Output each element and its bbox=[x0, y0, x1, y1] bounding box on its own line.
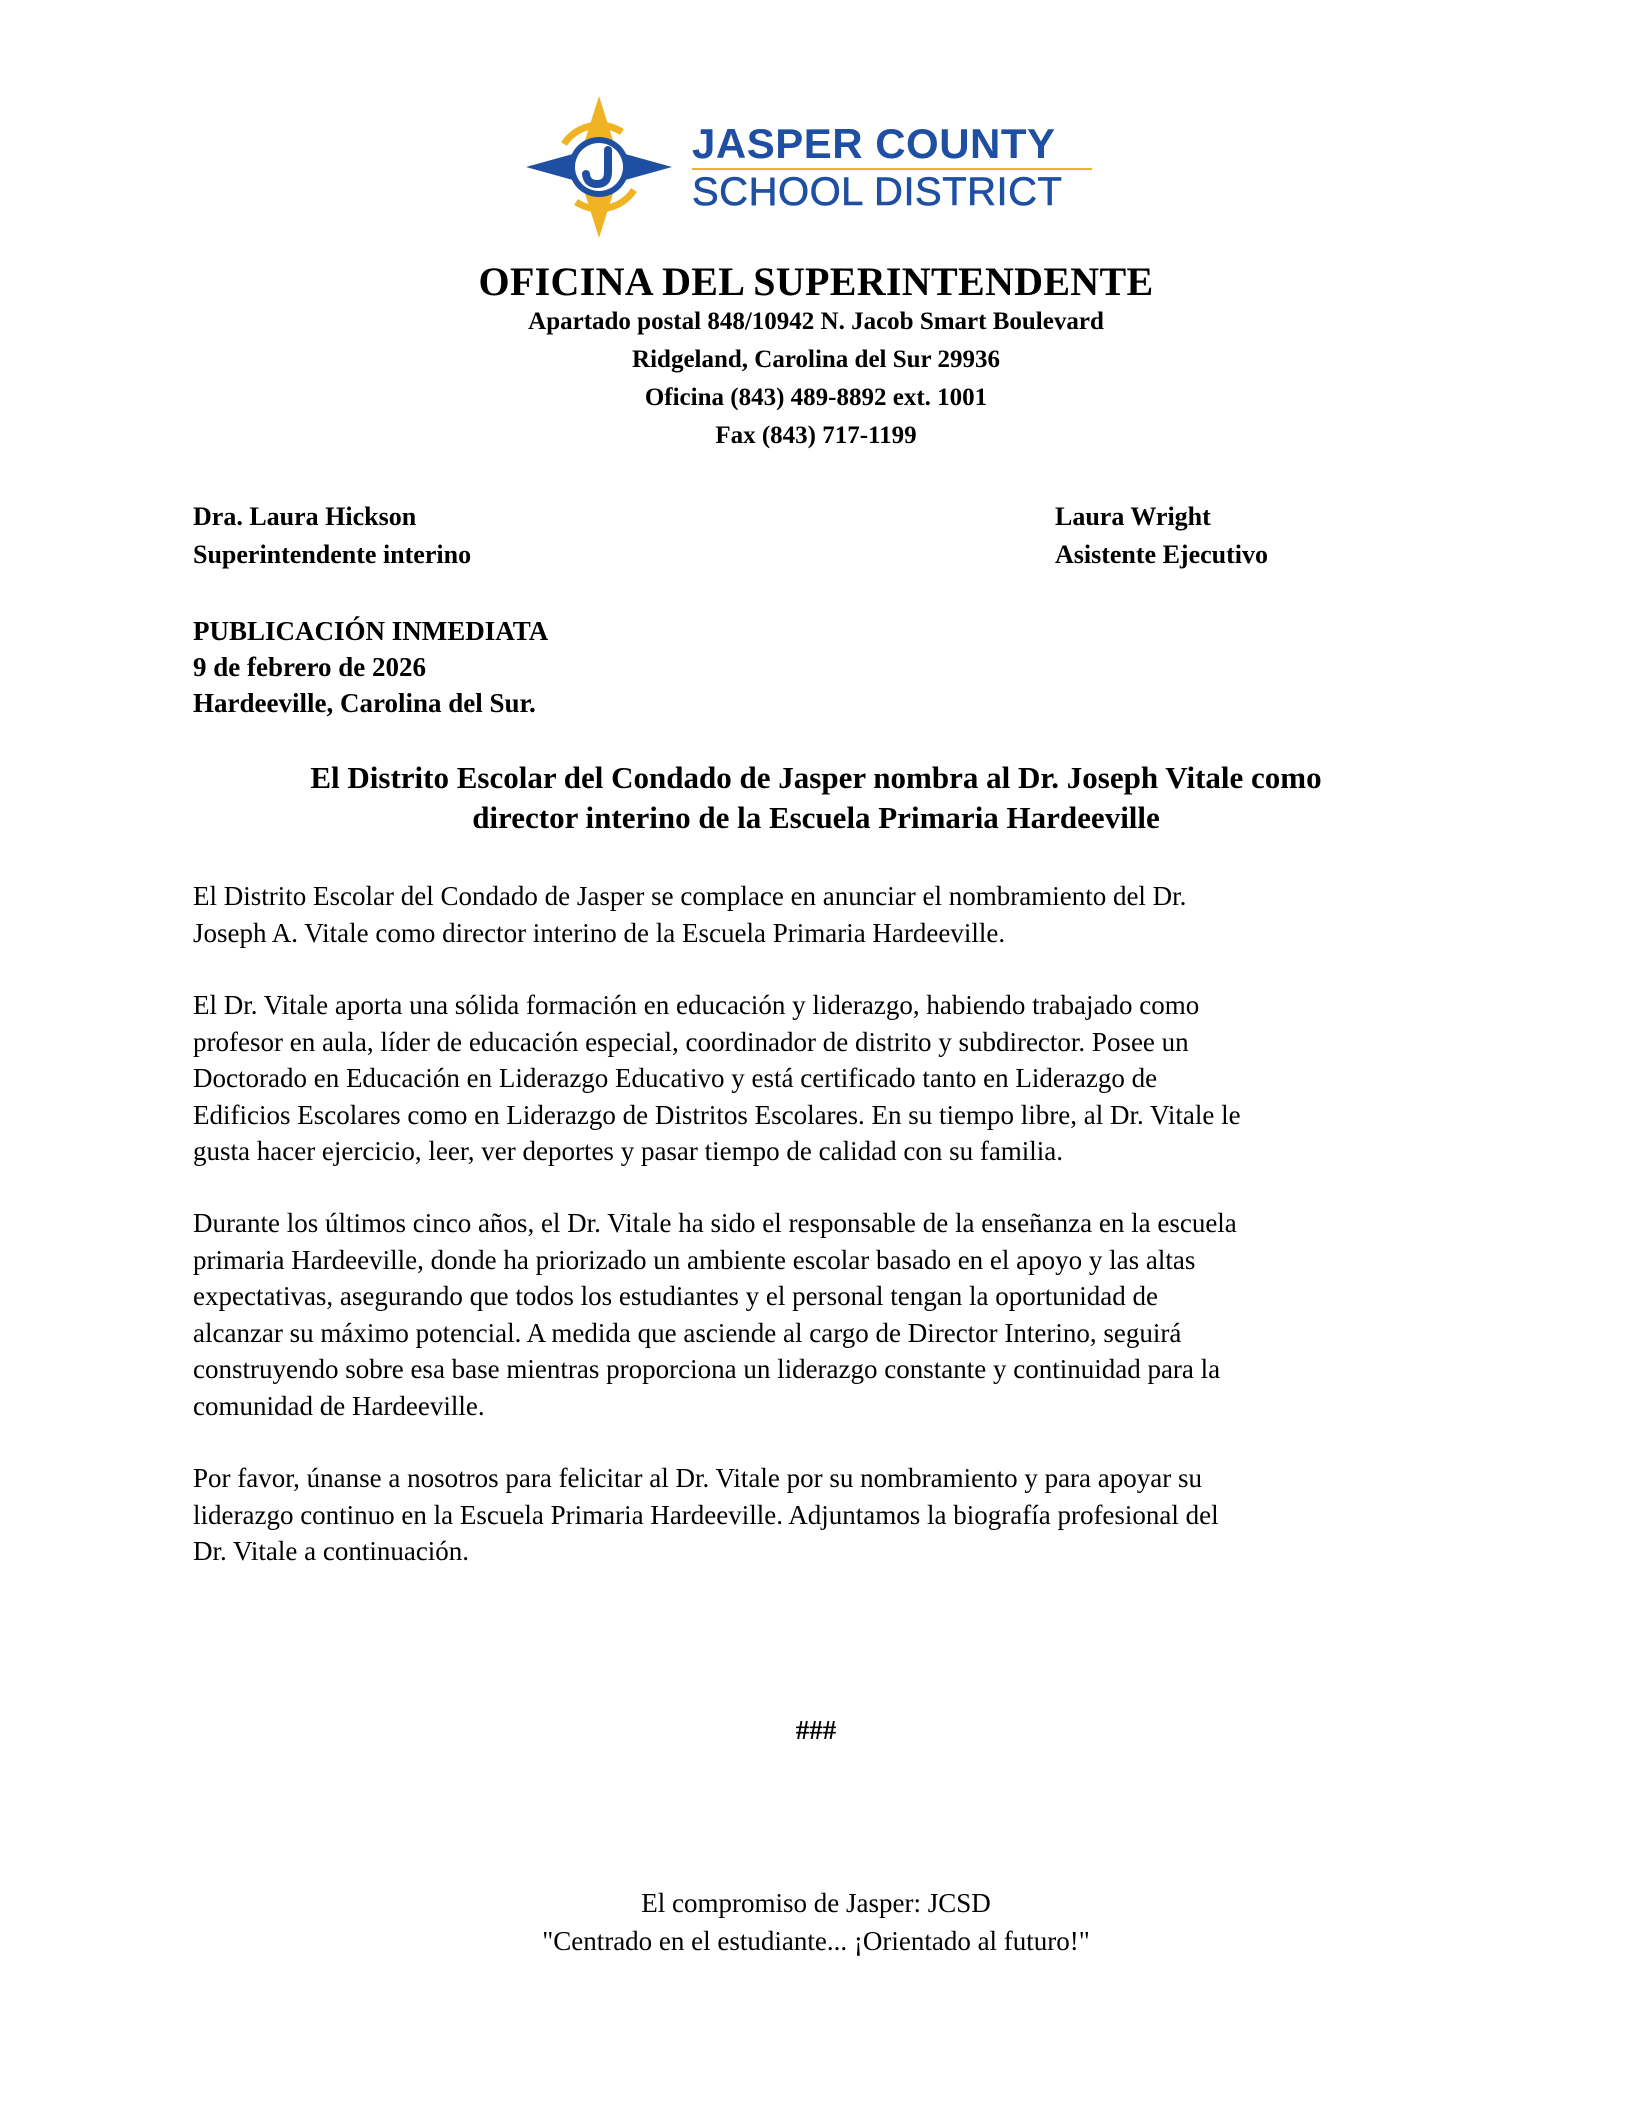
district-logo bbox=[520, 92, 1090, 242]
text-line: expectativas, asegurando que todos los estudiantes y el personal tengan la oportunidad de bbox=[193, 1281, 1158, 1311]
paragraph-3 bbox=[193, 1205, 1448, 1424]
text-line: liderazgo continuo en la Escuela Primaria Hardeeville. Adjuntamos la biografía profesional del bbox=[193, 1499, 1219, 1530]
fax-line: Fax (843) 717-1199 bbox=[715, 422, 917, 449]
text-line: alcanzar su máximo potencial. A medida que asciende al cargo de Director Interino, seguirá bbox=[193, 1317, 1182, 1348]
headline bbox=[180, 758, 1452, 838]
text-line: comunidad de Hardeeville. bbox=[193, 1390, 485, 1421]
logo-line-1: JASPER COUNTY bbox=[692, 120, 1056, 167]
address-line: Ridgeland, Carolina del Sur 29936 bbox=[632, 346, 1000, 373]
text-line: Doctorado en Educación en Liderazgo Educativo y está certificado tanto en Liderazgo de bbox=[193, 1063, 1158, 1093]
text-line: Joseph A. Vitale como director interino de la Escuela Primaria Hardeeville. bbox=[193, 917, 1006, 948]
text-line: gusta hacer ejercicio, leer, ver deportes y pasar tiempo de calidad con su familia. bbox=[193, 1136, 1064, 1166]
text-line: El Dr. Vitale aporta una sólida formación en educación y liderazgo, habiendo trabajado como bbox=[193, 990, 1200, 1020]
text-line: construyendo sobre esa base mientras proporciona un liderazgo constante y continuidad para la bbox=[193, 1354, 1221, 1384]
headline-line: El Distrito Escolar del Condado de Jasper nombra al Dr. Joseph Vitale como bbox=[310, 760, 1322, 795]
compass-star-j-icon bbox=[524, 92, 674, 242]
headline-line: director interino de la Escuela Primaria Hardeeville bbox=[472, 800, 1160, 835]
text-line: primaria Hardeeville, donde ha priorizado un ambiente escolar basado en el apoyo y las altas bbox=[193, 1244, 1196, 1275]
text-line: Durante los últimos cinco años, el Dr. Vitale ha sido el responsable de la enseñanza en la escuela bbox=[193, 1208, 1237, 1238]
superintendent-name: Dra. Laura Hickson bbox=[193, 502, 417, 531]
paragraph-1 bbox=[193, 878, 1448, 951]
release-label: PUBLICACIÓN INMEDIATA bbox=[193, 616, 549, 646]
text-line: Edificios Escolares como en Liderazgo de Distritos Escolares. En su tiempo libre, al Dr. Vitale le bbox=[193, 1099, 1241, 1130]
text-line: Dr. Vitale a continuación. bbox=[193, 1536, 470, 1566]
phone-line: Oficina (843) 489-8892 ext. 1001 bbox=[644, 384, 988, 411]
assistant-name: Laura Wright bbox=[1055, 502, 1211, 531]
footer-line-1: El compromiso de Jasper: JCSD bbox=[641, 1888, 991, 1918]
release-place: Hardeeville, Carolina del Sur. bbox=[193, 688, 536, 718]
text-line: Por favor, únanse a nosotros para felicitar al Dr. Vitale por su nombramiento y para apoyar su bbox=[193, 1463, 1202, 1493]
paragraph-2 bbox=[193, 987, 1448, 1170]
assistant-title: Asistente Ejecutivo bbox=[1055, 540, 1269, 569]
release-date: 9 de febrero de 2026 bbox=[193, 652, 426, 682]
text-line: profesor en aula, líder de educación especial, coordinador de distrito y subdirector. Posee un bbox=[193, 1026, 1189, 1057]
text-line: El Distrito Escolar del Condado de Jasper se complace en anunciar el nombramiento del Dr. bbox=[193, 881, 1187, 911]
address-line: Apartado postal 848/10942 N. Jacob Smart Boulevard bbox=[528, 308, 1104, 335]
office-title: OFICINA DEL SUPERINTENDENTE bbox=[478, 259, 1154, 304]
footer-slogan: "Centrado en el estudiante... ¡Orientado al futuro!" bbox=[542, 1926, 1090, 1956]
paragraph-4 bbox=[193, 1460, 1448, 1570]
end-mark: ### bbox=[795, 1715, 837, 1745]
logo-line-2: SCHOOL DISTRICT bbox=[692, 170, 1063, 214]
superintendent-title: Superintendente interino bbox=[193, 540, 472, 569]
